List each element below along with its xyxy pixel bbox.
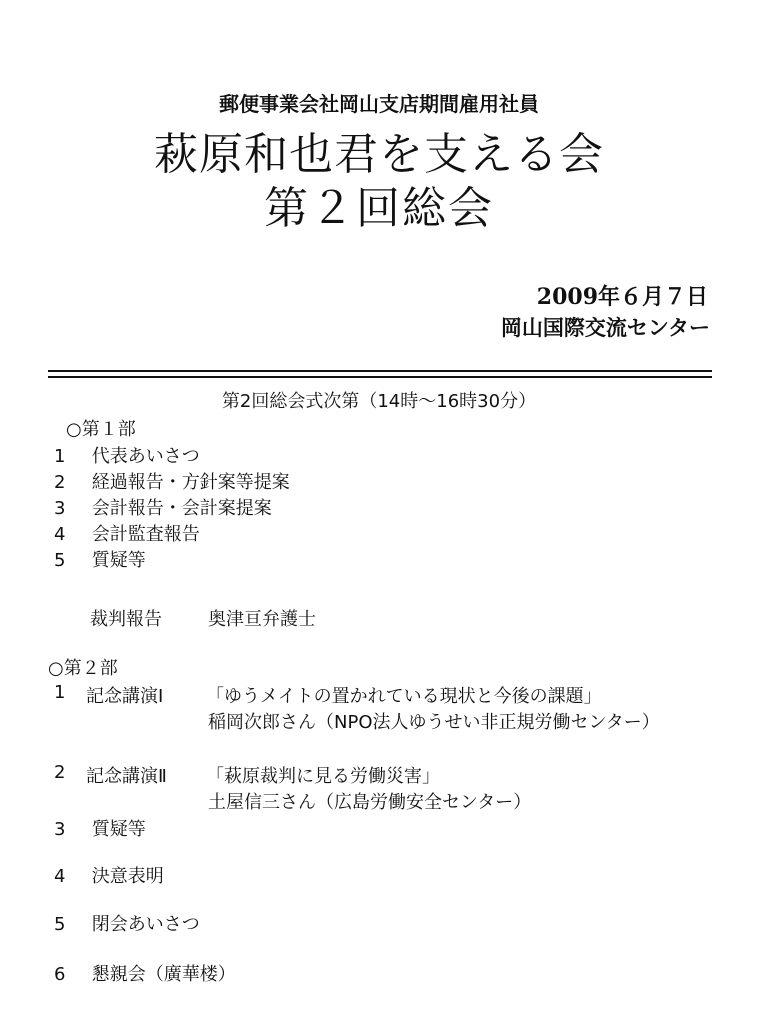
divider-bottom — [48, 376, 712, 378]
part2-item — [54, 862, 164, 888]
part2-item-number: 3 — [54, 819, 66, 840]
part1-item-text: 代表あいさつ — [91, 446, 200, 467]
event-venue: 岡山国際交流センター — [500, 315, 710, 340]
part2-item-number: 5 — [54, 914, 66, 935]
part1-item-text: 会計監査報告 — [91, 524, 200, 545]
lecture-speaker: 土屋信三さん（広島労働安全センター） — [208, 792, 532, 813]
divider-top — [48, 370, 712, 372]
part2-item-number: 2 — [54, 762, 66, 783]
document-title-line1: 萩原和也君を支える会 — [154, 129, 604, 180]
event-date: 2009年６月７日 — [536, 284, 708, 310]
part2-label: ○第２部 — [48, 658, 118, 679]
part2-item — [54, 960, 236, 986]
program-heading: 第2回総会式次第（14時～16時30分） — [221, 391, 537, 412]
part2-item-text: 決意表明 — [91, 866, 164, 887]
court-report-speaker: 奥津亘弁護士 — [208, 609, 316, 630]
part1-item-text: 会計報告・会計案提案 — [91, 498, 272, 519]
organization-subtitle: 郵便事業会社岡山支店期間雇用社員 — [219, 92, 539, 116]
lecture-label: 記念講演Ⅰ — [86, 686, 164, 707]
part2-item — [54, 910, 200, 936]
part1-item-number: 2 — [54, 472, 66, 493]
lecture-label: 記念講演Ⅱ — [86, 766, 167, 787]
part2-item-number: 6 — [54, 964, 66, 985]
part1-item-text: 質疑等 — [91, 550, 146, 571]
lecture-title: 「萩原裁判に見る労働災害」 — [206, 766, 440, 787]
part2-item-text: 懇親会（廣華楼） — [91, 964, 236, 985]
part1-item-number: 1 — [54, 446, 66, 467]
lecture-speaker: 稲岡次郎さん（NPO法人ゆうせい非正規労働センター） — [208, 712, 660, 733]
part1-item-number: 4 — [54, 524, 66, 545]
part2-item-text: 質疑等 — [91, 819, 146, 840]
part2-item-text: 閉会あいさつ — [91, 914, 200, 935]
part1-item — [54, 442, 200, 468]
part1-item — [54, 520, 200, 546]
part1-item — [54, 546, 146, 572]
part1-item — [54, 468, 290, 494]
lecture-title: 「ゆうメイトの置かれている現状と今後の課題」 — [206, 686, 602, 707]
part2-item-number: 1 — [54, 682, 66, 703]
part1-item-number: 3 — [54, 498, 66, 519]
part1-item-number: 5 — [54, 550, 66, 571]
court-report-label: 裁判報告 — [90, 609, 162, 630]
part2-item-number: 4 — [54, 866, 66, 887]
part1-item — [54, 494, 272, 520]
part2-item — [54, 815, 146, 841]
part1-item-text: 経過報告・方針案等提案 — [91, 472, 290, 493]
part1-label: ○第１部 — [66, 419, 136, 440]
document-title-line2: 第２回総会 — [264, 183, 494, 234]
